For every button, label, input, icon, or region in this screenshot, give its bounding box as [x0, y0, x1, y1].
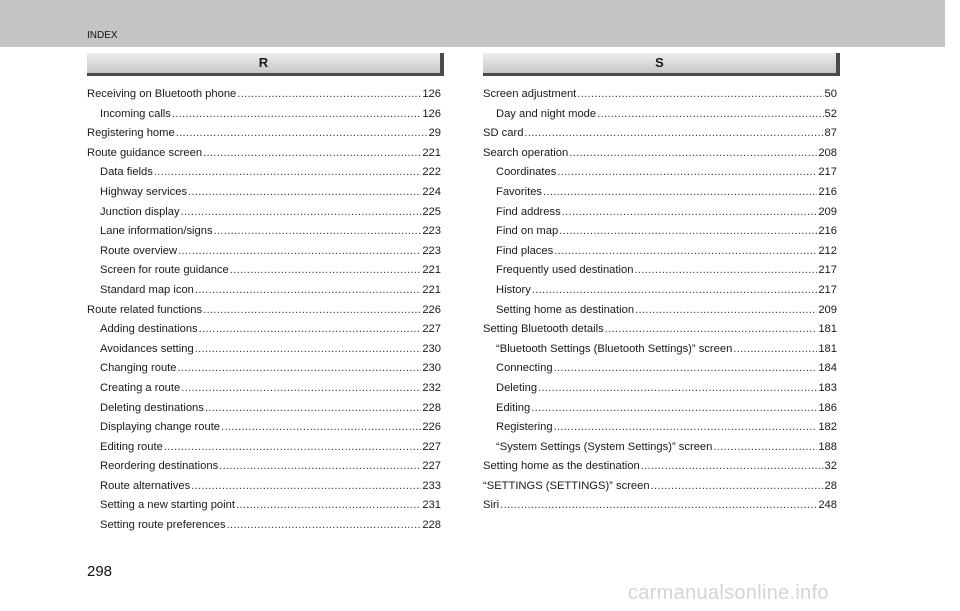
dot-leader	[199, 320, 422, 340]
entry-text: Reordering destinations	[100, 460, 219, 473]
index-subentry	[87, 359, 441, 379]
dot-leader	[554, 242, 817, 262]
entry-text: Siri	[483, 499, 500, 512]
entry-page: 228	[422, 519, 441, 532]
index-subentry	[87, 203, 441, 223]
index-subentry	[87, 418, 441, 438]
index-entry	[483, 496, 837, 516]
dot-leader	[557, 163, 817, 183]
entry-page: 182	[818, 421, 837, 434]
index-subentry	[87, 496, 441, 516]
entry-page: 221	[422, 146, 441, 159]
entry-page: 222	[422, 166, 441, 179]
dot-leader	[230, 261, 422, 281]
entry-text: Creating a route	[100, 381, 181, 394]
dot-leader	[577, 85, 823, 105]
dot-leader	[188, 183, 421, 203]
index-entry	[87, 124, 441, 144]
entry-page: 225	[422, 205, 441, 218]
entry-text: Find places	[496, 244, 554, 257]
entry-text: Lane information/signs	[100, 225, 213, 238]
entry-page: 227	[422, 440, 441, 453]
entry-page: 217	[818, 283, 837, 296]
dot-leader	[635, 301, 817, 321]
entry-text: Find on map	[496, 225, 559, 238]
entry-page: 226	[422, 421, 441, 434]
entry-page: 181	[818, 342, 837, 355]
section-heading-s: S	[483, 53, 840, 76]
dot-leader	[524, 124, 823, 144]
entry-page: 186	[818, 401, 837, 414]
dot-leader	[181, 203, 422, 223]
dot-leader	[559, 222, 817, 242]
entry-page: 29	[428, 127, 441, 140]
entry-text: Setting route preferences	[100, 519, 226, 532]
entry-text: Favorites	[496, 185, 543, 198]
entry-text: Route guidance screen	[87, 146, 203, 159]
index-subentry	[87, 163, 441, 183]
index-subentry	[87, 379, 441, 399]
dot-leader	[554, 359, 818, 379]
dot-leader	[531, 399, 817, 419]
top-header-bar	[0, 0, 945, 47]
entry-text: Search operation	[483, 146, 569, 159]
index-subentry	[483, 242, 837, 262]
index-entry	[87, 144, 441, 164]
dot-leader	[172, 105, 421, 125]
dot-leader	[634, 261, 817, 281]
index-entry	[483, 124, 837, 144]
dot-leader	[569, 144, 817, 164]
dot-leader	[191, 477, 421, 497]
section-heading-r: R	[87, 53, 444, 76]
index-subentry	[87, 399, 441, 419]
entry-text: Route alternatives	[100, 479, 191, 492]
entry-page: 221	[422, 283, 441, 296]
entry-page: 223	[422, 225, 441, 238]
entry-text: Screen adjustment	[483, 88, 577, 100]
index-subentry	[483, 281, 837, 301]
page-number: 298	[87, 563, 113, 580]
dot-leader	[500, 496, 817, 516]
entry-page: 248	[818, 499, 837, 512]
dot-leader	[214, 222, 422, 242]
entry-text: Editing route	[100, 440, 163, 453]
entry-page: 208	[818, 146, 837, 159]
index-entry	[483, 85, 837, 105]
dot-leader	[154, 163, 421, 183]
entry-text: Setting Bluetooth details	[483, 323, 604, 336]
dot-leader	[237, 85, 421, 105]
index-subentry	[87, 340, 441, 360]
entry-page: 126	[422, 88, 441, 100]
entry-text: Registering home	[87, 127, 175, 140]
entry-page: 230	[422, 362, 441, 375]
entry-page: 221	[422, 264, 441, 277]
dot-leader	[181, 379, 421, 399]
dot-leader	[543, 183, 817, 203]
dot-leader	[221, 418, 421, 438]
dot-leader	[203, 144, 421, 164]
watermark-text: carmanualsonline.info	[628, 582, 829, 604]
index-subentry	[483, 399, 837, 419]
index-subentry	[483, 105, 837, 125]
entry-text: Adding destinations	[100, 323, 198, 336]
index-subentry	[87, 261, 441, 281]
entry-page: 217	[818, 264, 837, 277]
index-subentry	[483, 261, 837, 281]
index-subentry	[87, 477, 441, 497]
index-subentry	[87, 105, 441, 125]
entry-page: 231	[422, 499, 441, 512]
entry-text: Route overview	[100, 244, 178, 257]
entry-text: Deleting	[496, 381, 538, 394]
entry-page: 188	[818, 440, 837, 453]
entry-text: Incoming calls	[100, 107, 171, 120]
entry-page: 52	[824, 107, 837, 120]
index-entry	[87, 85, 441, 105]
dot-leader	[562, 203, 818, 223]
entry-text: Setting home as the destination	[483, 460, 640, 473]
dot-leader	[236, 496, 421, 516]
entry-text: Avoidances setting	[100, 342, 194, 355]
entry-text: Displaying change route	[100, 421, 221, 434]
index-subentry	[87, 222, 441, 242]
entry-text: Standard map icon	[100, 283, 194, 296]
index-entry	[483, 477, 837, 497]
index-subentry	[483, 340, 837, 360]
index-subentry	[483, 203, 837, 223]
dot-leader	[178, 359, 422, 379]
dot-leader	[733, 340, 817, 360]
index-column-r	[87, 85, 441, 536]
index-subentry	[87, 183, 441, 203]
index-entry	[87, 301, 441, 321]
dot-leader	[605, 320, 818, 340]
entry-page: 227	[422, 323, 441, 336]
entry-text: Connecting	[496, 362, 553, 375]
index-subentry	[483, 359, 837, 379]
dot-leader	[164, 438, 422, 458]
entry-text: Frequently used destination	[496, 264, 634, 277]
entry-page: 223	[422, 244, 441, 257]
entry-page: 216	[818, 225, 837, 238]
entry-page: 32	[824, 460, 837, 473]
dot-leader	[227, 516, 422, 536]
dot-leader	[203, 301, 421, 321]
entry-text: Screen for route guidance	[100, 264, 229, 277]
entry-text: Setting home as destination	[496, 303, 635, 316]
index-subentry	[87, 281, 441, 301]
entry-text: Receiving on Bluetooth phone	[87, 88, 237, 100]
entry-text: Changing route	[100, 362, 177, 375]
index-subentry	[483, 163, 837, 183]
index-subentry	[483, 379, 837, 399]
entry-page: 181	[818, 323, 837, 336]
entry-text: “Bluetooth Settings (Bluetooth Settings)” screen	[496, 342, 733, 355]
entry-text: Setting a new starting point	[100, 499, 235, 512]
entry-page: 233	[422, 479, 441, 492]
entry-page: 230	[422, 342, 441, 355]
index-entry	[483, 320, 837, 340]
dot-leader	[178, 242, 421, 262]
dot-leader	[641, 457, 824, 477]
index-entry	[483, 457, 837, 477]
index-subentry	[87, 320, 441, 340]
entry-page: 227	[422, 460, 441, 473]
index-subentry	[483, 301, 837, 321]
entry-text: Find address	[496, 205, 561, 218]
entry-text: Day and night mode	[496, 107, 597, 120]
entry-text: Coordinates	[496, 166, 557, 179]
entry-text: Editing	[496, 401, 531, 414]
dot-leader	[176, 124, 428, 144]
dot-leader	[713, 438, 817, 458]
entry-page: 87	[824, 127, 837, 140]
entry-page: 217	[818, 166, 837, 179]
entry-text: Deleting destinations	[100, 401, 204, 414]
entry-page: 228	[422, 401, 441, 414]
header-section-label: INDEX	[87, 30, 118, 41]
entry-page: 50	[824, 88, 837, 100]
entry-text: Route related functions	[87, 303, 203, 316]
entry-page: 212	[818, 244, 837, 257]
entry-text: “System Settings (System Settings)” screen	[496, 440, 713, 453]
entry-page: 232	[422, 381, 441, 394]
entry-page: 184	[818, 362, 837, 375]
index-subentry	[87, 516, 441, 536]
index-subentry	[87, 438, 441, 458]
dot-leader	[532, 281, 818, 301]
entry-page: 209	[818, 205, 837, 218]
entry-text: “SETTINGS (SETTINGS)” screen	[483, 479, 650, 492]
entry-text: Junction display	[100, 205, 180, 218]
entry-page: 216	[818, 185, 837, 198]
dot-leader	[195, 281, 421, 301]
entry-text: History	[496, 283, 531, 296]
entry-page: 226	[422, 303, 441, 316]
dot-leader	[651, 477, 824, 497]
dot-leader	[195, 340, 422, 360]
entry-text: SD card	[483, 127, 524, 140]
index-subentry	[87, 242, 441, 262]
index-subentry	[483, 418, 837, 438]
entry-page: 28	[824, 479, 837, 492]
index-column-s	[483, 85, 837, 516]
dot-leader	[597, 105, 823, 125]
index-subentry	[87, 457, 441, 477]
dot-leader	[219, 457, 421, 477]
index-subentry	[483, 222, 837, 242]
entry-page: 224	[422, 185, 441, 198]
entry-page: 209	[818, 303, 837, 316]
index-subentry	[483, 438, 837, 458]
entry-text: Data fields	[100, 166, 153, 179]
index-subentry	[483, 183, 837, 203]
entry-text: Registering	[496, 421, 553, 434]
dot-leader	[538, 379, 817, 399]
entry-page: 183	[818, 381, 837, 394]
dot-leader	[205, 399, 421, 419]
dot-leader	[554, 418, 818, 438]
entry-page: 126	[422, 107, 441, 120]
entry-text: Highway services	[100, 185, 188, 198]
index-entry	[483, 144, 837, 164]
